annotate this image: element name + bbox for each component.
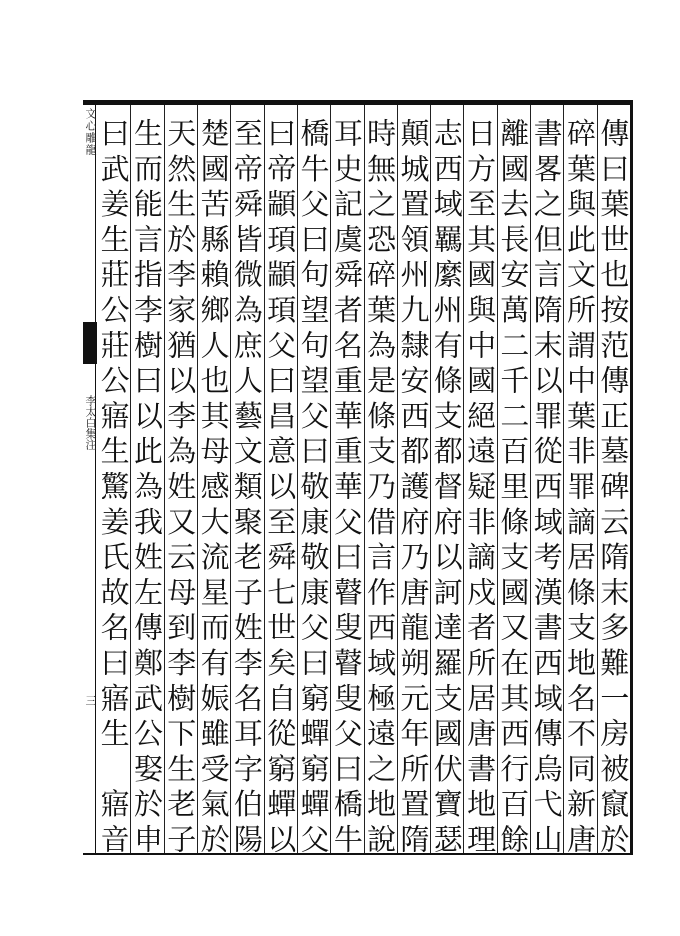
text-column-1: 傳曰葉世也按范傳正墓碑云隋末多難一房被竄於	[596, 118, 631, 860]
text-column-3: 書畧之但言隋末以罪從西域考漢書西域傳烏弋山	[529, 118, 564, 860]
column-rule	[397, 105, 398, 853]
margin-page-number: 三	[84, 695, 97, 706]
column-rule	[297, 105, 298, 853]
text-column-6: 志西域羈縻州有條支都督府以訶達羅支國伏寶瑟	[429, 118, 464, 860]
column-rule	[563, 105, 564, 853]
text-column-10: 橋牛父曰句望句望父曰敬康敬康父曰窮蟬窮蟬父	[296, 118, 331, 860]
column-rule	[230, 105, 231, 853]
column-rule	[130, 105, 131, 853]
column-rule	[164, 105, 165, 853]
text-column-8: 時無之恐碎葉為是條支乃借言作西域極遠之地說	[363, 118, 398, 860]
text-column-15: 生而能言指李樹曰以此為我姓左傳鄭武公娶於申	[129, 118, 164, 860]
column-rule	[330, 105, 331, 853]
column-rule	[463, 105, 464, 853]
margin-strip	[85, 100, 96, 855]
text-column-2: 碎葉與此文所謂中葉非罪謫居條支地名不同新唐	[563, 118, 598, 860]
column-rule	[497, 105, 498, 853]
column-rule	[430, 105, 431, 853]
column-rule	[597, 105, 598, 853]
text-column-13: 楚國苦縣賴鄉人也其母感大流星而有娠雖受氣於	[196, 118, 231, 860]
text-column-7: 顛城置領州九隸安西都護府乃唐龍朔元年所置隋	[396, 118, 431, 860]
column-rule	[264, 105, 265, 853]
margin-book-title: 李太白集注	[84, 395, 97, 450]
text-column-12: 至帝舜皆微為庶人藝文類聚老子姓李名耳字伯陽	[229, 118, 264, 860]
text-column-16: 曰武姜生莊公莊公寤生驚姜氏故名曰寤生 寤音	[96, 118, 131, 860]
text-column-11: 曰帝顓頊顓頊父曰昌意以至舜七世矣自從窮蟬以	[263, 118, 298, 860]
column-rule	[364, 105, 365, 853]
column-rule	[530, 105, 531, 853]
margin-title: 文心雕龍	[84, 108, 97, 156]
text-column-4: 離國去長安萬二千二百里條支國又在其西行百餘	[496, 118, 531, 860]
text-column-9: 耳史記虞舜者名重華重華父曰瞽叟瞽叟父曰橋牛	[329, 118, 364, 860]
text-column-14: 天然生於李家猶以李為姓又云母到李樹下生老子	[163, 118, 198, 860]
column-rule	[197, 105, 198, 853]
text-column-5: 日方至其國與中國絕遠疑非謫戍者所居唐書地理	[463, 118, 498, 860]
